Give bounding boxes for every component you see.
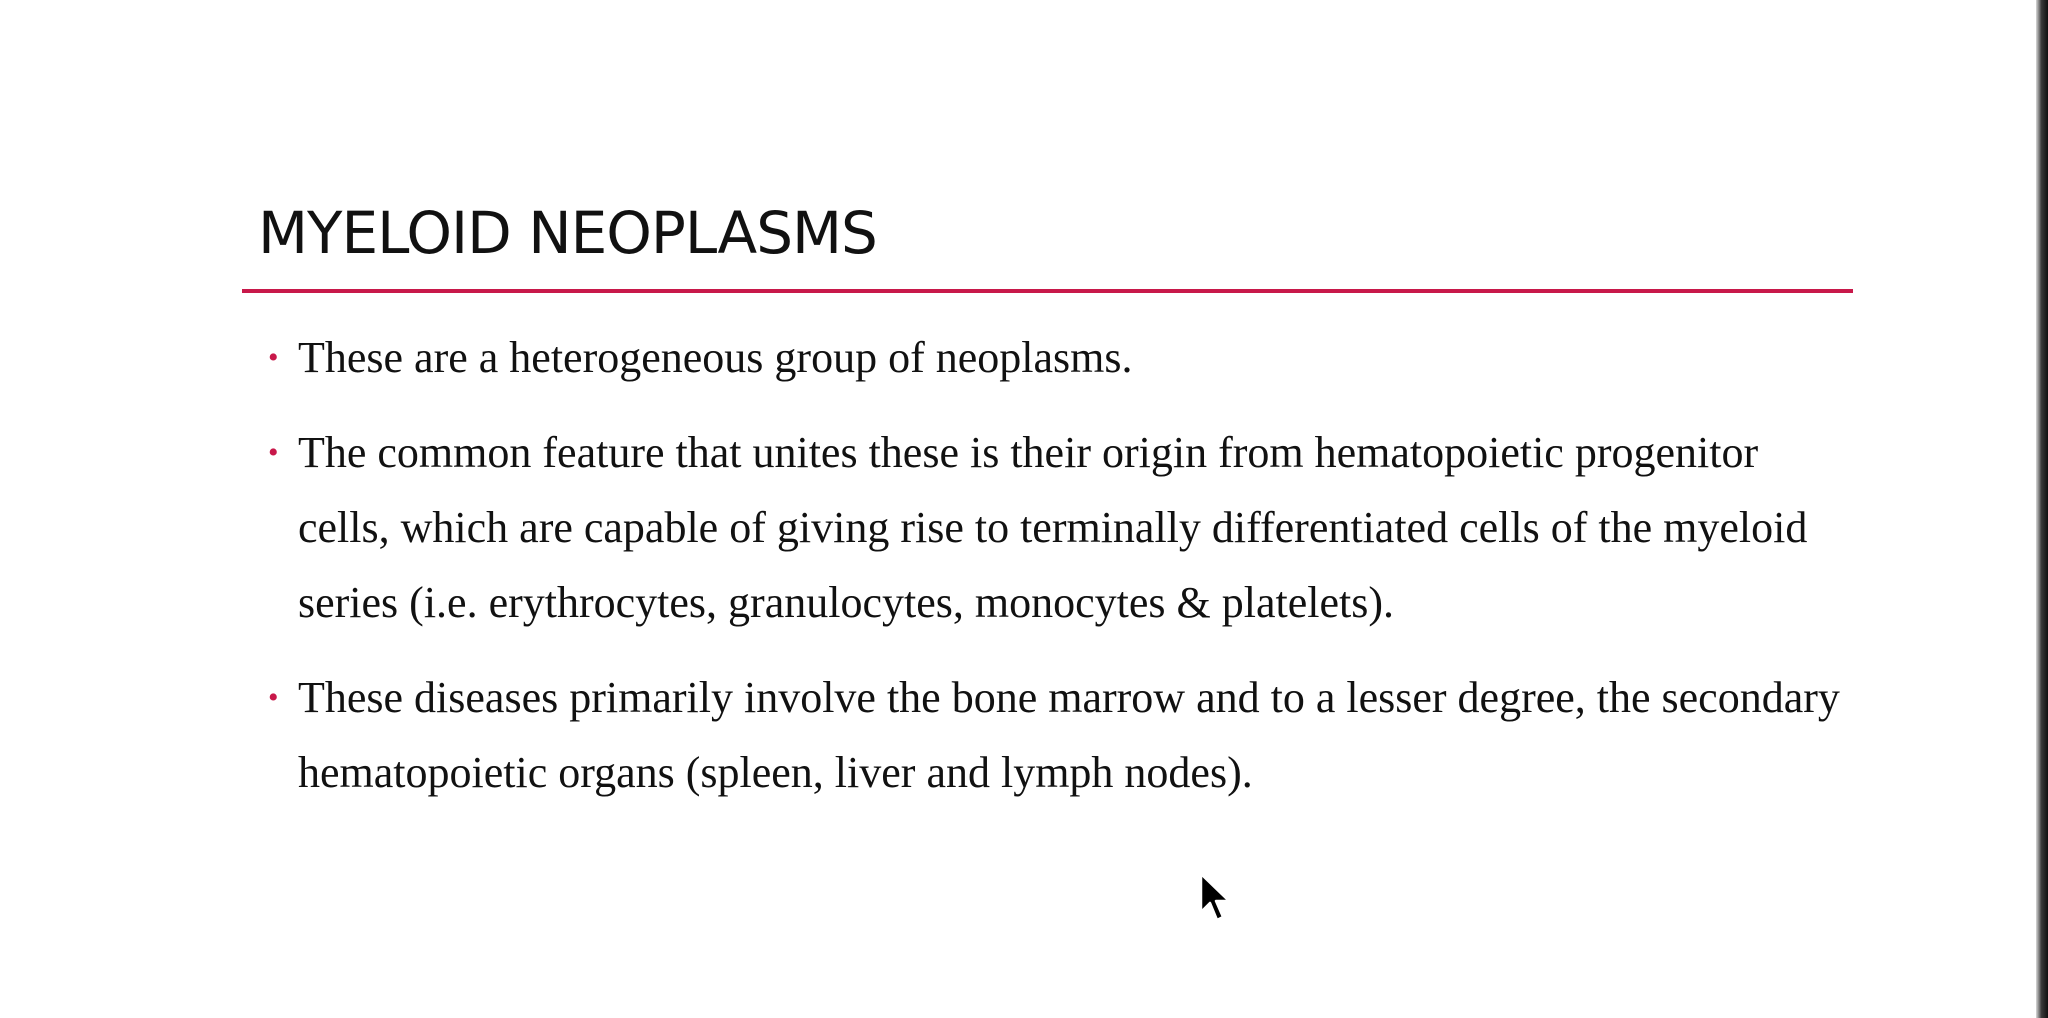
bullet-item <box>262 415 1842 640</box>
bullet-text: The common feature that unites these is their origin from hematopoietic progenitor cells, which are capable of giving rise to terminally differentiated cells of the myeloid series (i.e. erythrocytes, granulocytes, monocytes & platelets). <box>298 428 1808 627</box>
mouse-pointer-icon <box>1199 872 1233 926</box>
bullet-marker: • <box>268 436 279 469</box>
window-edge <box>2036 0 2048 1018</box>
bullet-marker: • <box>268 681 279 714</box>
title-underline <box>242 289 1853 293</box>
bullet-item <box>262 320 1842 395</box>
slide-title: MYELOID NEOPLASMS <box>258 199 877 267</box>
bullet-list <box>262 320 1842 830</box>
bullet-item <box>262 660 1842 810</box>
bullet-text: These are a heterogeneous group of neoplasms. <box>298 333 1133 382</box>
bullet-text: These diseases primarily involve the bone marrow and to a lesser degree, the secondary hematopoietic organs (spleen, liver and lymph nodes). <box>298 673 1840 797</box>
bullet-marker: • <box>268 341 279 374</box>
